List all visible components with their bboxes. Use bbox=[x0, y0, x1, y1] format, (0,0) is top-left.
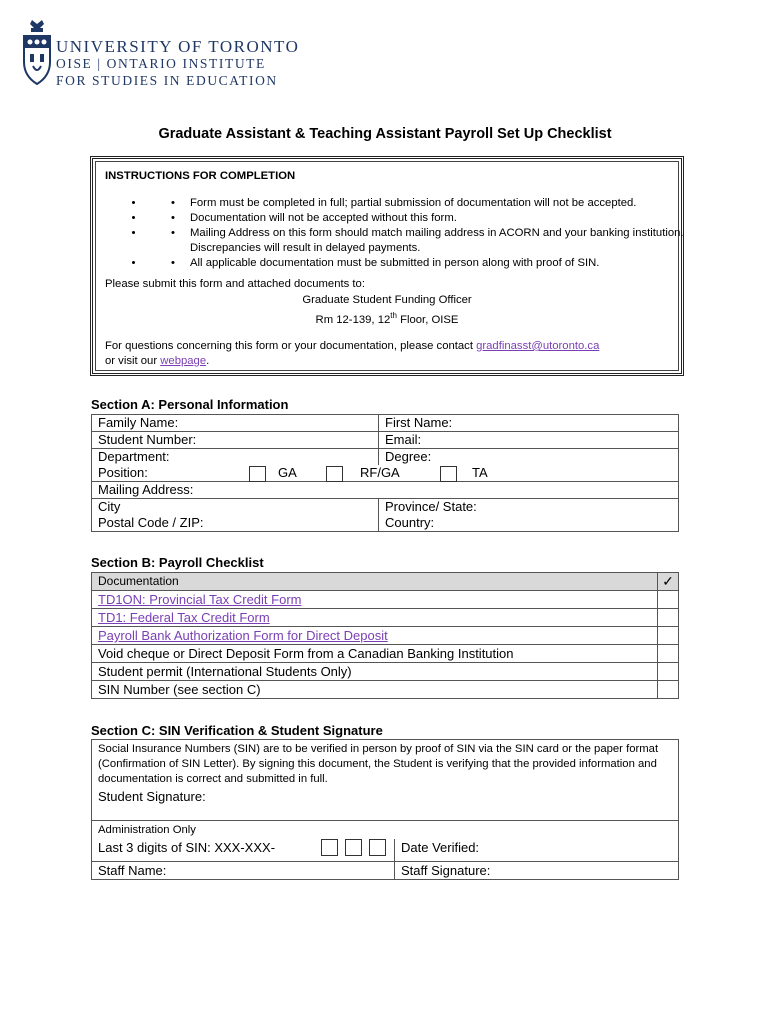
logo-line-1: UNIVERSITY OF TORONTO bbox=[56, 37, 300, 56]
checklist-check-cell[interactable] bbox=[658, 627, 679, 645]
first-name-field[interactable]: First Name: bbox=[379, 415, 679, 432]
logo-line-2: OISE | ONTARIO INSTITUTE bbox=[56, 56, 266, 71]
section-a-heading: Section A: Personal Information bbox=[91, 397, 289, 412]
room-location: Rm 12-139, 12th Floor, OISE bbox=[315, 311, 459, 326]
checklist-check-cell[interactable] bbox=[658, 681, 679, 699]
page-title: Graduate Assistant & Teaching Assistant Payroll Set Up Checklist bbox=[158, 126, 612, 142]
rfga-label: RF/GA bbox=[360, 465, 400, 480]
instruction-item: • • Form must be completed in full; partial submission of documentation will not be accepted. bbox=[145, 196, 705, 211]
submit-instructions: Please submit this form and attached documents to: bbox=[105, 278, 365, 290]
checklist-check-cell[interactable] bbox=[658, 663, 679, 681]
city-field[interactable]: City bbox=[92, 499, 379, 516]
position-row bbox=[92, 465, 679, 482]
postal-code-field[interactable]: Postal Code / ZIP: bbox=[92, 515, 379, 532]
instruction-item: • • Mailing Address on this form should match mailing address in ACORN and your banking institution. Discrepancies will result in delayed payments. bbox=[145, 226, 705, 256]
rfga-checkbox[interactable] bbox=[326, 466, 343, 482]
checklist-item: SIN Number (see section C) bbox=[92, 681, 658, 699]
admin-only-label: Administration Only bbox=[92, 821, 679, 840]
date-verified-field[interactable]: Date Verified: bbox=[395, 839, 679, 862]
university-logo bbox=[22, 18, 312, 90]
check-column-header: ✓ bbox=[658, 573, 679, 591]
department-field[interactable]: Department: bbox=[92, 449, 379, 466]
country-field[interactable]: Country: bbox=[379, 515, 679, 532]
checklist-check-cell[interactable] bbox=[658, 645, 679, 663]
instructions-heading: INSTRUCTIONS FOR COMPLETION bbox=[105, 170, 296, 182]
contact-text: For questions concerning this form or your documentation, please contact gradfinasst@utoronto.ca or visit our webpage. bbox=[105, 340, 600, 367]
student-number-field[interactable]: Student Number: bbox=[92, 432, 379, 449]
officer-title: Graduate Student Funding Officer bbox=[302, 294, 472, 306]
family-name-field[interactable]: Family Name: bbox=[92, 415, 379, 432]
submit-address bbox=[93, 293, 681, 328]
sin-digit-box-2[interactable] bbox=[345, 839, 362, 856]
sin-digits-row bbox=[92, 839, 395, 862]
checklist-item: Void cheque or Direct Deposit Form from a Canadian Banking Institution bbox=[92, 645, 658, 663]
sin-notice: Social Insurance Numbers (SIN) are to be verified in person by proof of SIN via the SIN card or the paper format (Confirmation of SIN Letter). By signing this document, the Student is verifying that the provided information and documentation is correct and submitted in full. bbox=[92, 740, 679, 789]
ga-checkbox[interactable] bbox=[249, 466, 266, 482]
instruction-item: • • Documentation will not be accepted without this form. bbox=[145, 211, 705, 226]
logo-line-3: FOR STUDIES IN EDUCATION bbox=[56, 73, 278, 88]
position-label: Position: bbox=[98, 465, 148, 480]
checklist-check-cell[interactable] bbox=[658, 609, 679, 627]
ta-checkbox[interactable] bbox=[440, 466, 457, 482]
td1-link[interactable]: TD1: Federal Tax Credit Form bbox=[98, 610, 270, 625]
sin-digits-label: Last 3 digits of SIN: XXX-XXX- bbox=[98, 840, 276, 855]
email-field[interactable]: Email: bbox=[379, 432, 679, 449]
documentation-header: Documentation bbox=[92, 573, 658, 591]
instruction-item: • • All applicable documentation must be submitted in person along with proof of SIN. bbox=[145, 256, 705, 271]
personal-info-table bbox=[91, 414, 679, 532]
instructions-list bbox=[105, 196, 705, 271]
province-field[interactable]: Province/ State: bbox=[379, 499, 679, 516]
payroll-checklist-table bbox=[91, 572, 679, 699]
sin-verification-table bbox=[91, 739, 679, 880]
sin-digit-box-3[interactable] bbox=[369, 839, 386, 856]
ga-label: GA bbox=[278, 465, 297, 480]
webpage-link[interactable]: webpage bbox=[160, 355, 207, 367]
crest-icon bbox=[22, 18, 52, 86]
staff-name-field[interactable]: Staff Name: bbox=[92, 862, 395, 880]
section-b-heading: Section B: Payroll Checklist bbox=[91, 555, 264, 570]
sin-digit-box-1[interactable] bbox=[321, 839, 338, 856]
student-signature-field[interactable]: Student Signature: bbox=[92, 788, 679, 821]
email-link[interactable]: gradfinasst@utoronto.ca bbox=[476, 340, 600, 352]
staff-signature-field[interactable]: Staff Signature: bbox=[395, 862, 679, 880]
bank-authorization-link[interactable]: Payroll Bank Authorization Form for Direct Deposit bbox=[98, 628, 388, 643]
degree-field[interactable]: Degree: bbox=[379, 449, 679, 466]
mailing-address-field[interactable]: Mailing Address: bbox=[92, 482, 679, 499]
instructions-box bbox=[90, 156, 684, 376]
section-c-heading: Section C: SIN Verification & Student Signature bbox=[91, 723, 383, 738]
td1on-link[interactable]: TD1ON: Provincial Tax Credit Form bbox=[98, 592, 302, 607]
checklist-item: Student permit (International Students Only) bbox=[92, 663, 658, 681]
ta-label: TA bbox=[472, 465, 488, 480]
checklist-check-cell[interactable] bbox=[658, 591, 679, 609]
